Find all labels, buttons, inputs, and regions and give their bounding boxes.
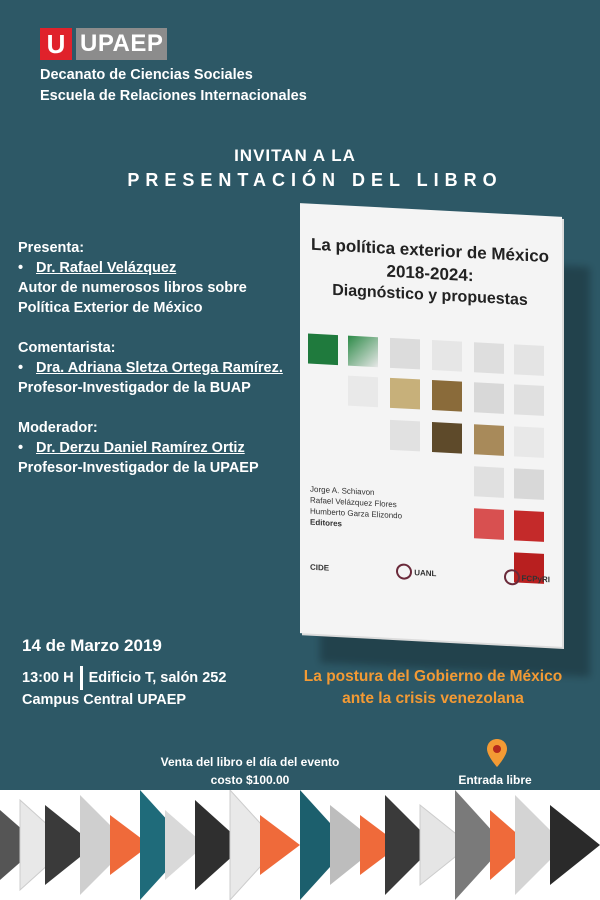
book-editors: [310, 484, 402, 533]
uanl-label: UANL: [414, 567, 437, 578]
tile: [514, 468, 544, 500]
editor-2: Rafael Velázquez Flores: [310, 495, 397, 510]
tile: [514, 426, 544, 458]
book-cover: [300, 203, 562, 647]
event-room: Edificio T, salón 252: [88, 670, 227, 686]
location-pin-icon: [486, 738, 508, 768]
moderador-desc: Profesor-Investigador de la UPAEP: [18, 460, 259, 476]
uanl-seal-icon: [396, 563, 412, 580]
tile: [474, 342, 504, 374]
cide-logo: [310, 562, 329, 572]
presenta-item: • Dr. Rafael Velázquez: [18, 260, 177, 276]
invite-line-2: PRESENTACIÓN DEL LIBRO: [127, 170, 503, 190]
tile: [432, 340, 462, 372]
topic-line-1: La postura del Gobierno de México: [303, 668, 563, 685]
invite-line-1: INVITAN A LA: [234, 146, 356, 165]
fcpyri-label: FCPyRI: [521, 573, 550, 584]
tile: [348, 336, 378, 368]
book-title: [310, 234, 550, 313]
tile: [474, 424, 504, 456]
event-topic: [268, 666, 598, 710]
tile: [432, 380, 462, 412]
cide-label: CIDE: [310, 562, 330, 573]
presenta-desc: Autor de numerosos libros sobre Política Exterior de México: [18, 280, 247, 316]
moderador-name: Dr. Derzu Daniel Ramírez Ortiz: [36, 440, 245, 456]
editor-3: Humberto Garza Elizondo: [310, 506, 403, 521]
book-title-line-2: 2018-2024:: [386, 261, 474, 286]
logo-name: UPAEP: [76, 28, 167, 60]
tile: [432, 422, 462, 454]
tile: [474, 382, 504, 414]
free-entry: Entrada libre: [458, 773, 532, 787]
book-title-line-1: La política exterior de México: [310, 234, 550, 267]
tile: [514, 510, 544, 542]
upaep-logo: [40, 28, 167, 60]
organizer: [40, 65, 307, 107]
comentarista-name: Dra. Adriana Sletza Ortega Ramírez.: [36, 360, 283, 376]
tile: [390, 378, 420, 410]
separator-bar: [80, 666, 83, 690]
uanl-logo: [396, 563, 436, 581]
fcpyri-seal-icon: [504, 569, 520, 586]
tile: [390, 338, 420, 370]
moderador-item: • Dr. Derzu Daniel Ramírez Ortiz: [18, 440, 245, 456]
book-title-line-3: Diagnóstico y propuestas: [332, 281, 528, 310]
comentarista-item: • Dra. Adriana Sletza Ortega Ramírez.: [18, 360, 283, 376]
event-campus: Campus Central UPAEP: [22, 692, 187, 708]
tile: [348, 376, 378, 408]
tile: [474, 508, 504, 540]
geometric-pattern-footer: [0, 790, 600, 900]
presenta-name: Dr. Rafael Velázquez: [36, 260, 177, 276]
book-sale-note: [140, 753, 360, 789]
organizer-line-1: Decanato de Ciencias Sociales: [40, 67, 253, 83]
logo-mark: U: [40, 28, 72, 60]
topic-line-2: ante la crisis venezolana: [342, 690, 524, 707]
sale-line-2: costo $100.00: [210, 773, 290, 787]
comentarista-desc: Profesor-Investigador de la BUAP: [18, 380, 251, 396]
fcpyri-logo: [504, 569, 550, 587]
tile: [514, 344, 544, 376]
editors-label: Editores: [310, 517, 343, 529]
participants: [18, 238, 288, 478]
invite-heading: [0, 146, 600, 191]
tile: [474, 466, 504, 498]
tile: [308, 334, 338, 366]
tile: [390, 420, 420, 452]
sale-line-1: Venta del libro el día del evento: [160, 755, 340, 769]
event-time: 13:00 H: [22, 670, 74, 686]
organizer-line-2: Escuela de Relaciones Internacionales: [40, 88, 307, 104]
moderador-heading: Moderador:: [18, 420, 98, 436]
event-time-room: [22, 666, 226, 690]
presenta-heading: Presenta:: [18, 240, 85, 256]
comentarista-heading: Comentarista:: [18, 340, 116, 356]
tile: [514, 384, 544, 416]
event-date: 14 de Marzo 2019: [22, 636, 162, 655]
editor-1: Jorge A. Schiavon: [310, 484, 375, 498]
